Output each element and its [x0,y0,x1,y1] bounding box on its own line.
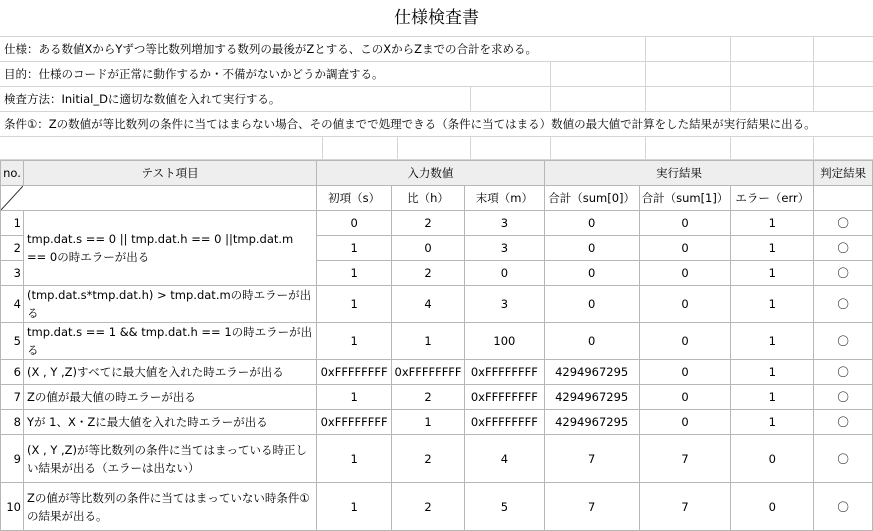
condition-line: 条件①：Zの数値が等比数列の条件に当てはまらない場合、その値までで処理できる（条件に当てはまる）数値の最大値で計算をした結果が実行結果に出る。 [4,117,816,131]
row-no: 4 [1,286,24,323]
row-last: 100 [465,323,545,360]
subheader-first: 初項（s） [317,186,392,211]
row-err: 1 [731,286,814,323]
purpose-line: 目的：仕様のコードが正常に動作するか・不備がないかどうか調査する。 [4,67,384,81]
row-ratio: 2 [392,261,465,286]
row-sum0: 4294967295 [544,410,639,435]
row-no: 6 [1,360,24,385]
row-no: 5 [1,323,24,360]
row-ratio: 1 [392,323,465,360]
table-row [1,211,873,236]
row-sum1: 0 [639,410,731,435]
row-last: 0 [465,261,545,286]
row-err: 1 [731,360,814,385]
row-ratio: 2 [392,385,465,410]
row-last: 3 [465,286,545,323]
row-ratio: 0xFFFFFFFF [392,360,465,385]
subheader-err: エラー（err） [731,186,814,211]
row-no: 10 [1,483,24,531]
row-no: 8 [1,410,24,435]
row-judge: 〇 [814,360,873,385]
table-row [1,435,873,483]
row-judge: 〇 [814,286,873,323]
row-first: 1 [317,483,392,531]
row-ratio: 2 [392,435,465,483]
row-sum1: 7 [639,483,731,531]
row-sum1: 0 [639,360,731,385]
row-test-item: (tmp.dat.s*tmp.dat.h) > tmp.dat.mの時エラーが出る [23,286,316,323]
row-judge: 〇 [814,385,873,410]
row-ratio: 2 [392,211,465,236]
row-ratio: 2 [392,483,465,531]
row-err: 1 [731,323,814,360]
table-row [1,360,873,385]
row-sum1: 0 [639,286,731,323]
row-sum0: 0 [544,323,639,360]
row-sum0: 0 [544,236,639,261]
row-judge: 〇 [814,236,873,261]
diagonal-line [1,186,23,210]
row-last: 4 [465,435,545,483]
row-no: 1 [1,211,24,236]
row-last: 0xFFFFFFFF [465,410,545,435]
row-judge: 〇 [814,410,873,435]
row-no: 2 [1,236,24,261]
table-row [1,385,873,410]
table-row [1,410,873,435]
row-test-item: Yが 1、X・Zに最大値を入れた時エラーが出る [23,410,316,435]
row-first: 1 [317,261,392,286]
row-first: 0 [317,211,392,236]
row-first: 0xFFFFFFFF [317,410,392,435]
row-last: 5 [465,483,545,531]
test-table [0,160,873,531]
diagonal-cell [1,186,317,211]
row-err: 1 [731,236,814,261]
row-test-item: tmp.dat.s == 1 && tmp.dat.h == 1の時エラーが出る [23,323,316,360]
row-first: 1 [317,323,392,360]
row-test-item: (X , Y ,Z)が等比数列の条件に当てはまっている時正しい結果が出る（エラーは出ない） [23,435,316,483]
row-judge: 〇 [814,323,873,360]
row-err: 1 [731,410,814,435]
row-first: 0xFFFFFFFF [317,360,392,385]
row-err: 1 [731,211,814,236]
row-sum0: 0 [544,286,639,323]
row-err: 1 [731,261,814,286]
row-last: 0xFFFFFFFF [465,385,545,410]
table-row [1,483,873,531]
row-sum1: 0 [639,385,731,410]
row-judge: 〇 [814,435,873,483]
row-sum1: 0 [639,211,731,236]
row-sum0: 7 [544,435,639,483]
row-sum1: 0 [639,323,731,360]
header-judge: 判定結果 [814,161,873,186]
row-sum0: 0 [544,211,639,236]
row-last: 0xFFFFFFFF [465,360,545,385]
row-last: 3 [465,211,545,236]
subheader-ratio: 比（h） [392,186,465,211]
row-first: 1 [317,236,392,261]
row-first: 1 [317,286,392,323]
spec-line: 仕様：ある数値XからYずつ等比数列増加する数列の最後がZとする、このXからZまでの合計を求める。 [4,42,538,56]
method-line: 検査方法：Initial_Dに適切な数値を入れて実行する。 [4,92,281,106]
row-sum1: 0 [639,261,731,286]
row-test-item: Zの値が最大値の時エラーが出る [23,385,316,410]
page-title: 仕様検査書 [394,8,479,28]
row-test-item: Zの値が等比数列の条件に当てはまっていない時条件①の結果が出る。 [23,483,316,531]
row-first: 1 [317,435,392,483]
row-first: 1 [317,385,392,410]
table-row [1,286,873,323]
row-no: 3 [1,261,24,286]
row-test-item: (X , Y ,Z)すべてに最大値を入れた時エラーが出る [23,360,316,385]
row-sum0: 0 [544,261,639,286]
row-no: 7 [1,385,24,410]
header-result: 実行結果 [544,161,814,186]
row-judge: 〇 [814,483,873,531]
table-row [1,323,873,360]
row-judge: 〇 [814,261,873,286]
row-test-item: tmp.dat.s == 0 || tmp.dat.h == 0 ||tmp.dat.m == 0の時エラーが出る [23,211,316,286]
row-ratio: 0 [392,236,465,261]
row-sum1: 0 [639,236,731,261]
subheader-sum0: 合計（sum[0]） [544,186,639,211]
row-ratio: 4 [392,286,465,323]
row-sum0: 4294967295 [544,360,639,385]
header-input: 入力数値 [317,161,545,186]
header-test-item: テスト項目 [23,161,316,186]
header-no: no. [1,161,24,186]
subheader-judge-empty [814,186,873,211]
row-sum0: 7 [544,483,639,531]
row-no: 9 [1,435,24,483]
row-err: 1 [731,385,814,410]
row-judge: 〇 [814,211,873,236]
subheader-sum1: 合計（sum[1]） [639,186,731,211]
row-err: 0 [731,435,814,483]
row-err: 0 [731,483,814,531]
row-sum1: 7 [639,435,731,483]
row-sum0: 4294967295 [544,385,639,410]
row-last: 3 [465,236,545,261]
subheader-last: 末項（m） [465,186,545,211]
row-ratio: 1 [392,410,465,435]
